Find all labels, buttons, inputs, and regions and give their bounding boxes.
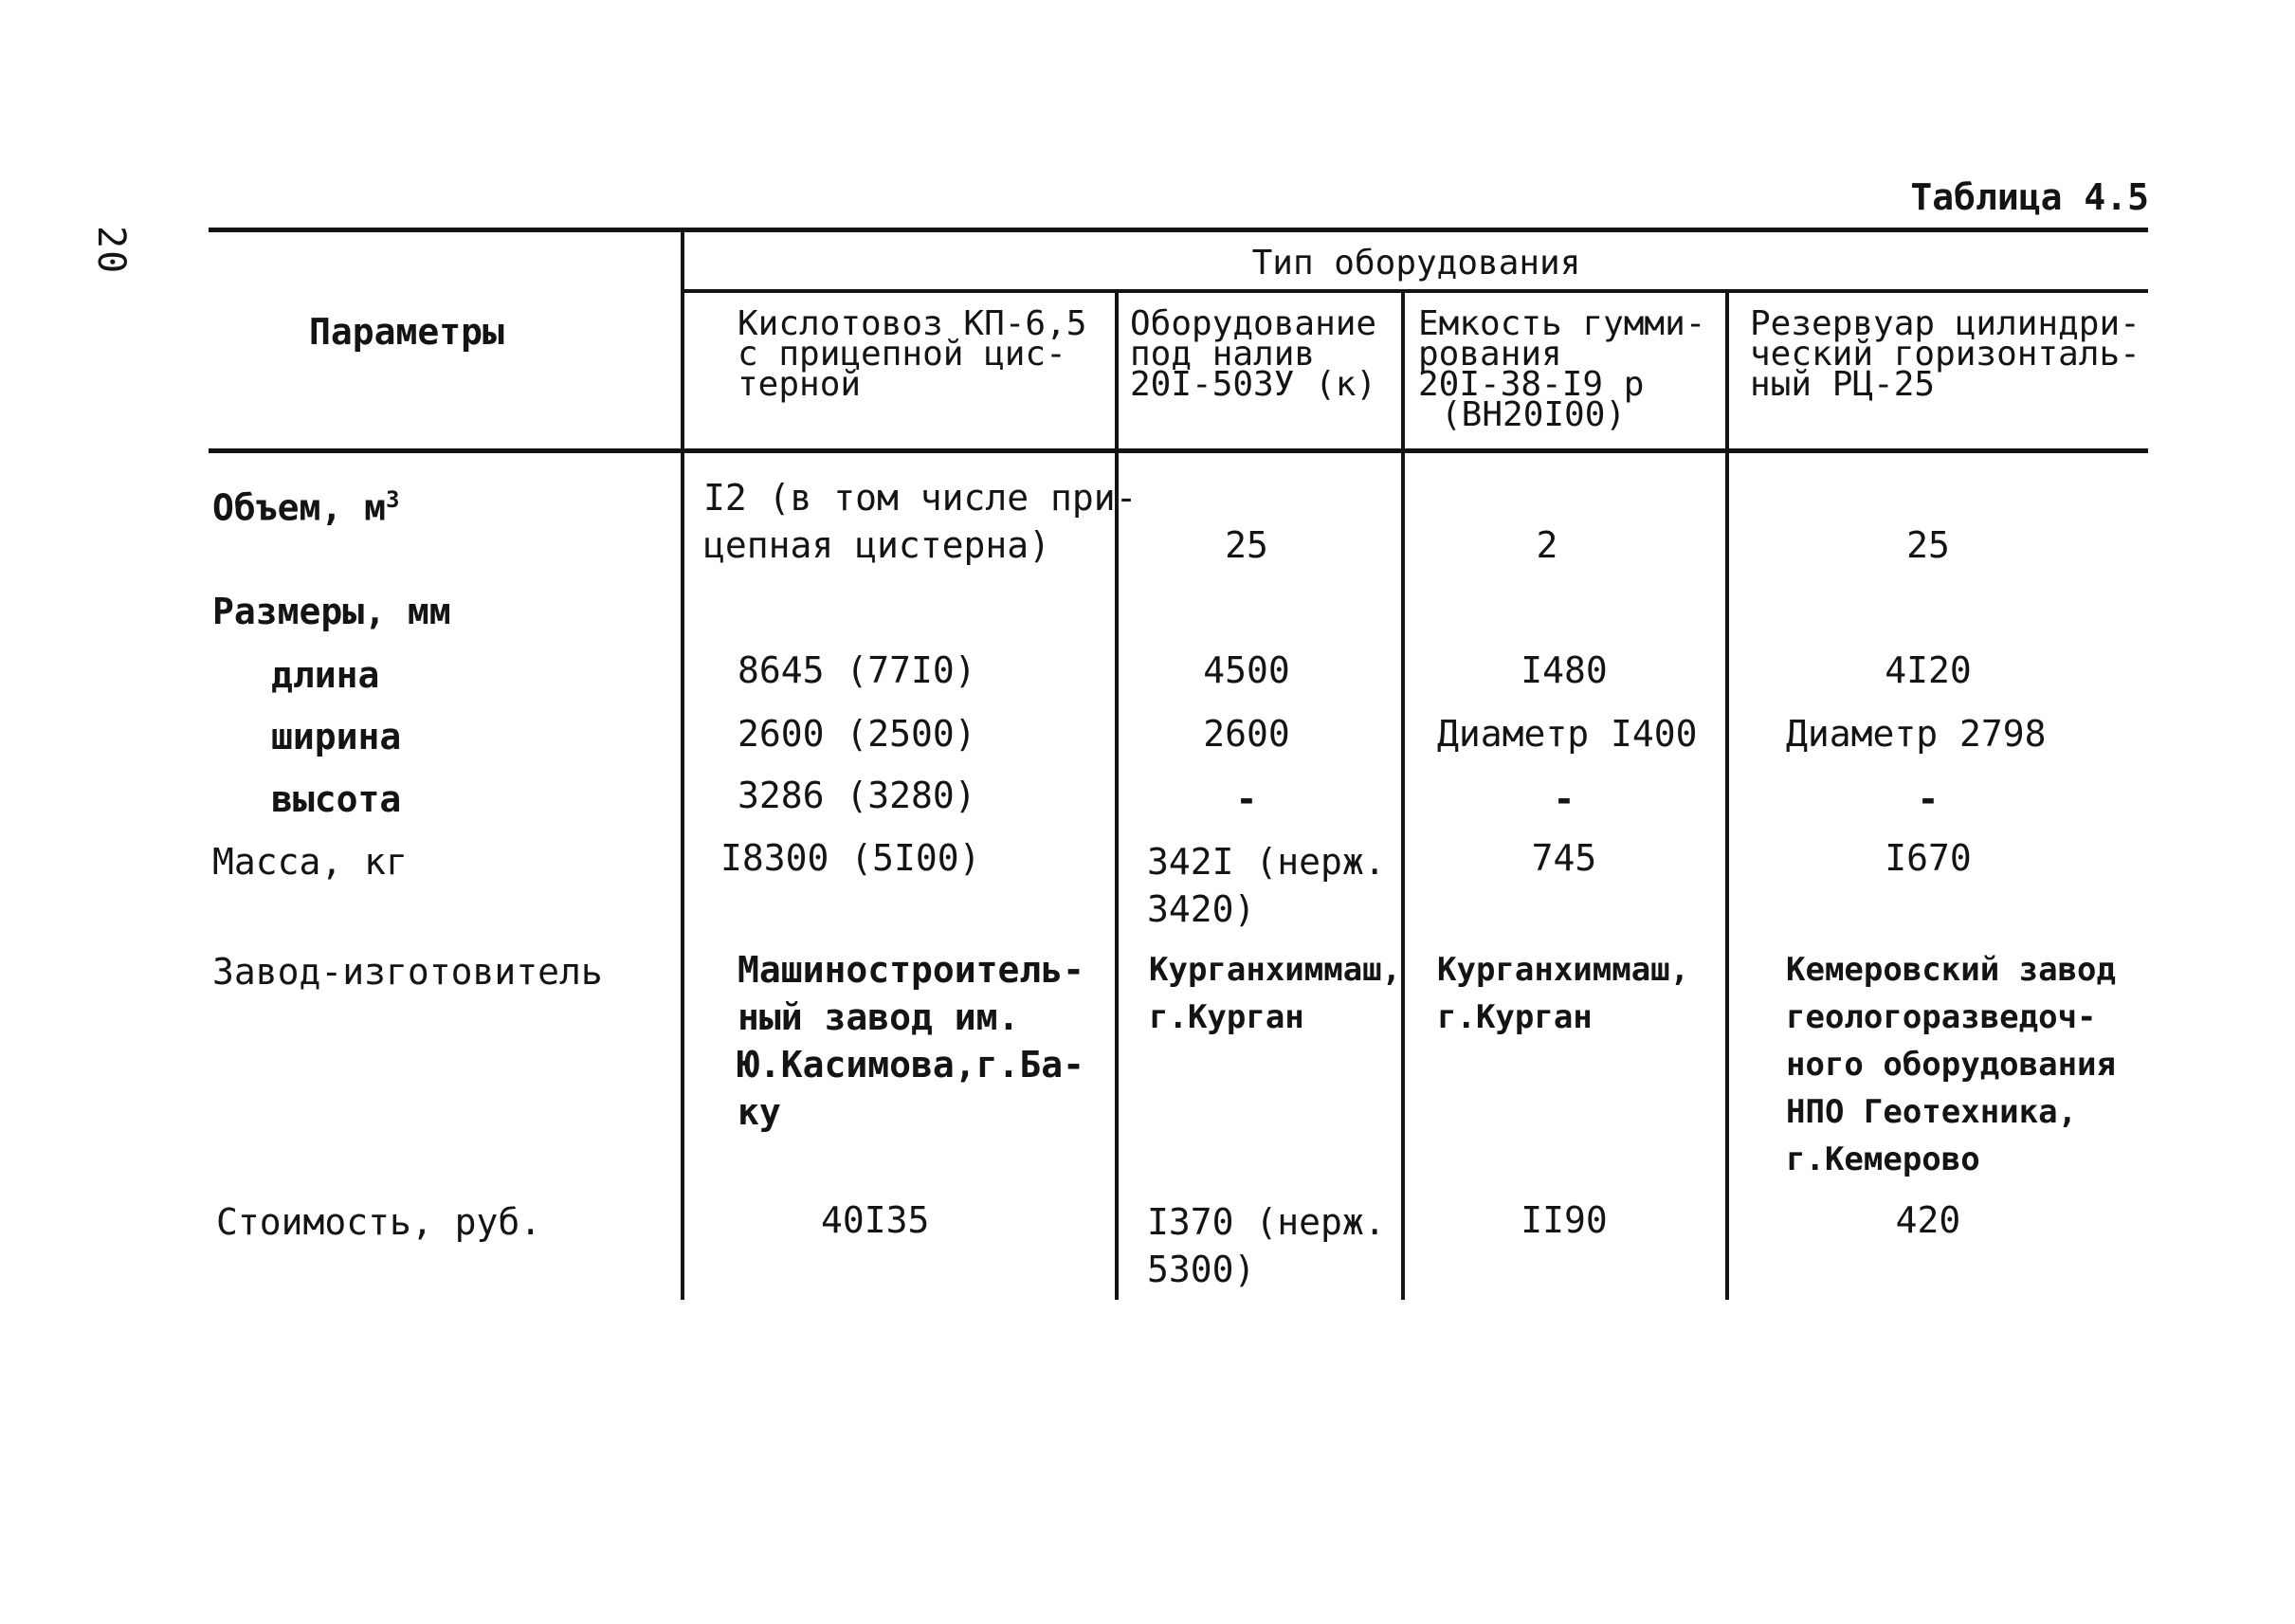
group-header-rule	[681, 289, 2148, 293]
row-label-volume: Объем, $м^3$	[212, 486, 400, 529]
mass-col-2: 342I (нерж. 3420)	[1147, 841, 1386, 930]
height-col-1: 3286 (3280)	[738, 775, 976, 816]
manufacturer-col-4: Кемеровский завод геологоразведоч- ного оборудования НПО Геотехника, г.Кемерово	[1786, 951, 2116, 1178]
length-col-4: 4I20	[1885, 649, 1972, 691]
height-col-3: -	[1553, 778, 1576, 820]
header-col-2: Оборудование под налив 20I-503У (к)	[1130, 304, 1377, 404]
length-col-3: I480	[1521, 649, 1608, 691]
width-col-2: 2600	[1203, 713, 1290, 755]
row-label-dimensions: Размеры, мм	[212, 591, 451, 632]
manufacturer-col-1: Машиностроитель- ный завод им. Ю.Касимова,г.Ба- ку	[738, 949, 1085, 1133]
cost-col-4: 420	[1895, 1199, 1961, 1241]
volume-col-1: I2 (в том числе при- цепная цистерна)	[703, 477, 1138, 566]
row-label-mass: Масса, кг	[212, 841, 408, 883]
width-col-1: 2600 (2500)	[738, 713, 976, 755]
cost-col-2: I370 (нерж. 5300)	[1147, 1201, 1386, 1290]
volume-col-4: 25	[1906, 524, 1950, 566]
row-label-cost: Стоимость, руб.	[216, 1201, 542, 1243]
equipment-type-header: Тип оборудования	[1251, 244, 1581, 283]
cost-col-3: II90	[1521, 1199, 1608, 1241]
volume-col-3: 2	[1536, 524, 1558, 566]
header-col-1: Кислотовоз КП-6,5 с прицепной цис- терной	[738, 304, 1087, 404]
mass-col-3: 745	[1531, 837, 1597, 879]
header-col-4: Резервуар цилиндри- ческий горизонталь- ный РЦ-25	[1750, 304, 2140, 404]
length-col-1: 8645 (77I0)	[738, 649, 976, 691]
table-caption: Таблица 4.5	[1910, 176, 2149, 218]
row-label-height: высота	[271, 778, 402, 820]
col-divider-3	[1401, 292, 1405, 1300]
row-label-length: длина	[271, 654, 380, 696]
col-divider-1	[681, 230, 684, 1300]
header-bottom-rule	[209, 448, 2148, 453]
row-label-width: ширина	[271, 716, 402, 757]
table-top-rule	[209, 228, 2148, 232]
width-col-3: Диаметр I400	[1437, 713, 1698, 755]
manufacturer-col-3: Курганхиммаш, г.Курган	[1437, 951, 1690, 1036]
page-number: 20	[89, 226, 133, 276]
width-col-4: Диаметр 2798	[1786, 713, 2047, 755]
row-label-manufacturer: Завод-изготовитель	[212, 951, 603, 993]
height-col-4: -	[1917, 778, 1940, 820]
mass-col-4: I670	[1885, 837, 1972, 879]
params-header: Параметры	[309, 311, 504, 353]
header-col-3: Емкость гумми- рования 20I-38-I9 р (ВН20I00)	[1418, 304, 1706, 434]
height-col-2: -	[1235, 778, 1258, 820]
cost-col-1: 40I35	[821, 1199, 930, 1241]
length-col-2: 4500	[1203, 649, 1290, 691]
volume-col-2: 25	[1225, 524, 1268, 566]
manufacturer-col-2: Курганхиммаш, г.Курган	[1149, 951, 1402, 1036]
mass-col-1: I8300 (5I00)	[720, 837, 981, 879]
